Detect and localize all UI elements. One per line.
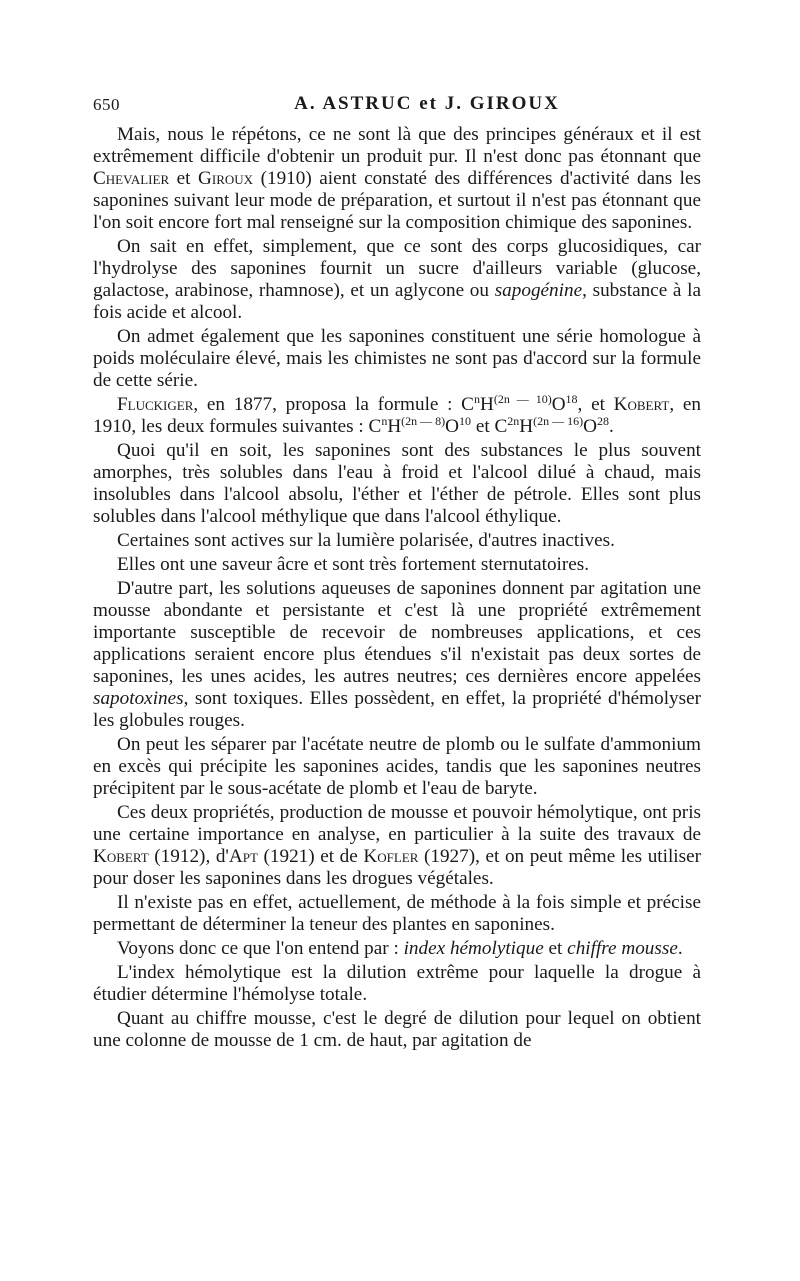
paragraph-13: L'index hémolytique est la dilution extrême pour laquelle la drogue à étudier détermine l'hémolyse totale.	[93, 962, 701, 1005]
paragraph-12: Voyons donc ce que l'on entend par : index hémolytique et chiffre mousse.	[117, 938, 683, 959]
page-header	[93, 95, 701, 121]
author-name: Kobert	[93, 846, 149, 867]
formula-exponent: 2n	[507, 414, 520, 428]
author-name: Chevalier	[93, 168, 170, 189]
author-name: Giroux	[198, 168, 254, 189]
italic-term: index hémolytique	[403, 938, 544, 959]
author-name: Kofler	[363, 846, 419, 867]
paragraph-9: On peut les séparer par l'acétate neutre de plomb ou le sulfate d'ammonium en excès qui précipite les saponines acides, tandis que les saponines neutres précipitent par le sous-acétate de plomb et l'eau de baryte.	[93, 734, 701, 799]
paragraph-8: D'autre part, les solutions aqueuses de saponines donnent par agitation une mousse abondante et persistante et c'est là une propriété extrêmement importante susceptible de recevoir de nombreuses applications, et ces applications seraient encore plus étendues s'il n'existait pas deux sortes de saponines, les unes acides, les autres neutres; ces dernières encore appelées sapotoxines, sont toxiques. Elles possèdent, en effet, la propriété d'hémolyser les globules rouges.	[93, 578, 701, 731]
author-name: Kobert	[613, 394, 670, 415]
page-number: 650	[93, 95, 120, 114]
paragraph-14: Quant au chiffre mousse, c'est le degré de dilution pour lequel on obtient une colonne de mousse de 1 cm. de haut, par agitation de	[93, 1008, 701, 1051]
formula-exponent: 28	[597, 414, 609, 428]
paragraph-11: Il n'existe pas en effet, actuellement, de méthode à la fois simple et précise permettant de déterminer la teneur des plantes en saponines.	[93, 892, 701, 935]
author-name: Apt	[228, 846, 258, 867]
italic-term: sapotoxines	[93, 688, 184, 709]
paragraph-10: Ces deux propriétés, production de mousse et pouvoir hémolytique, ont pris une certaine importance en analyse, en particulier à la suite des travaux de Kobert (1912), d'Apt (1921) et de Kofler (1927), et on peut même les utiliser pour doser les saponines dans les drogues végétales.	[93, 802, 701, 889]
italic-term: sapogénine	[494, 280, 583, 301]
formula-exponent: 10	[459, 414, 472, 428]
formula-exponent: n	[473, 392, 480, 406]
paragraph-1: Mais, nous le répétons, ce ne sont là que des principes généraux et il est extrêmement difficile d'obtenir un produit pur. Il n'est donc pas étonnant que Chevalier et Giroux (1910) aient constaté des différences d'activité dans les saponines suivant leur mode de préparation, et surtout il n'est pas étonnant que l'on soit encore fort mal renseigné sur la composition chimique des saponines.	[93, 124, 701, 233]
paragraph-5: Quoi qu'il en soit, les saponines sont des substances le plus souvent amorphes, très solubles dans l'eau à froid et l'alcool dilué à chaud, mais insolubles dans l'alcool absolu, l'éther et l'éther de pétrole. Elles sont plus solubles dans l'alcool méthylique que dans l'alcool éthylique.	[93, 440, 701, 527]
author-name: Fluckiger	[117, 394, 194, 415]
italic-term: chiffre mousse	[567, 938, 678, 959]
formula-exponent: (2n — 10)	[493, 392, 552, 406]
paragraph-7: Elles ont une saveur âcre et sont très fortement sternutatoires.	[117, 554, 590, 575]
running-title: A. ASTRUC et J. GIROUX	[294, 93, 560, 114]
paragraph-4: Fluckiger, en 1877, proposa la formule : $C^nH^{(2n — 10)}O^{18}$, et Kobert, en 1910, les deux formules suivantes : $C^nH^{(2n — 8)}O^{10}$ et $C^{2n}H^{(2n — 16)}O^{28}$.	[93, 392, 701, 437]
formula-exponent: (2n — 8)	[401, 414, 446, 428]
paragraph-6: Certaines sont actives sur la lumière polarisée, d'autres inactives.	[117, 530, 615, 551]
formula-exponent: (2n — 16)	[533, 414, 584, 428]
formula-exponent: n	[381, 414, 388, 428]
body-text	[93, 124, 701, 1052]
paragraph-3: On admet également que les saponines constituent une série homologue à poids moléculaire élevé, mais les chimistes ne sont pas d'accord sur la formule de cette série.	[93, 326, 701, 391]
paragraph-2: On sait en effet, simplement, que ce sont des corps glucosidiques, car l'hydrolyse des saponines fournit un sucre d'ailleurs variable (glucose, galactose, arabinose, rhamnose), et un aglycone ou sapogénine, substance à la fois acide et alcool.	[93, 236, 701, 323]
formula-exponent: 18	[565, 392, 578, 406]
